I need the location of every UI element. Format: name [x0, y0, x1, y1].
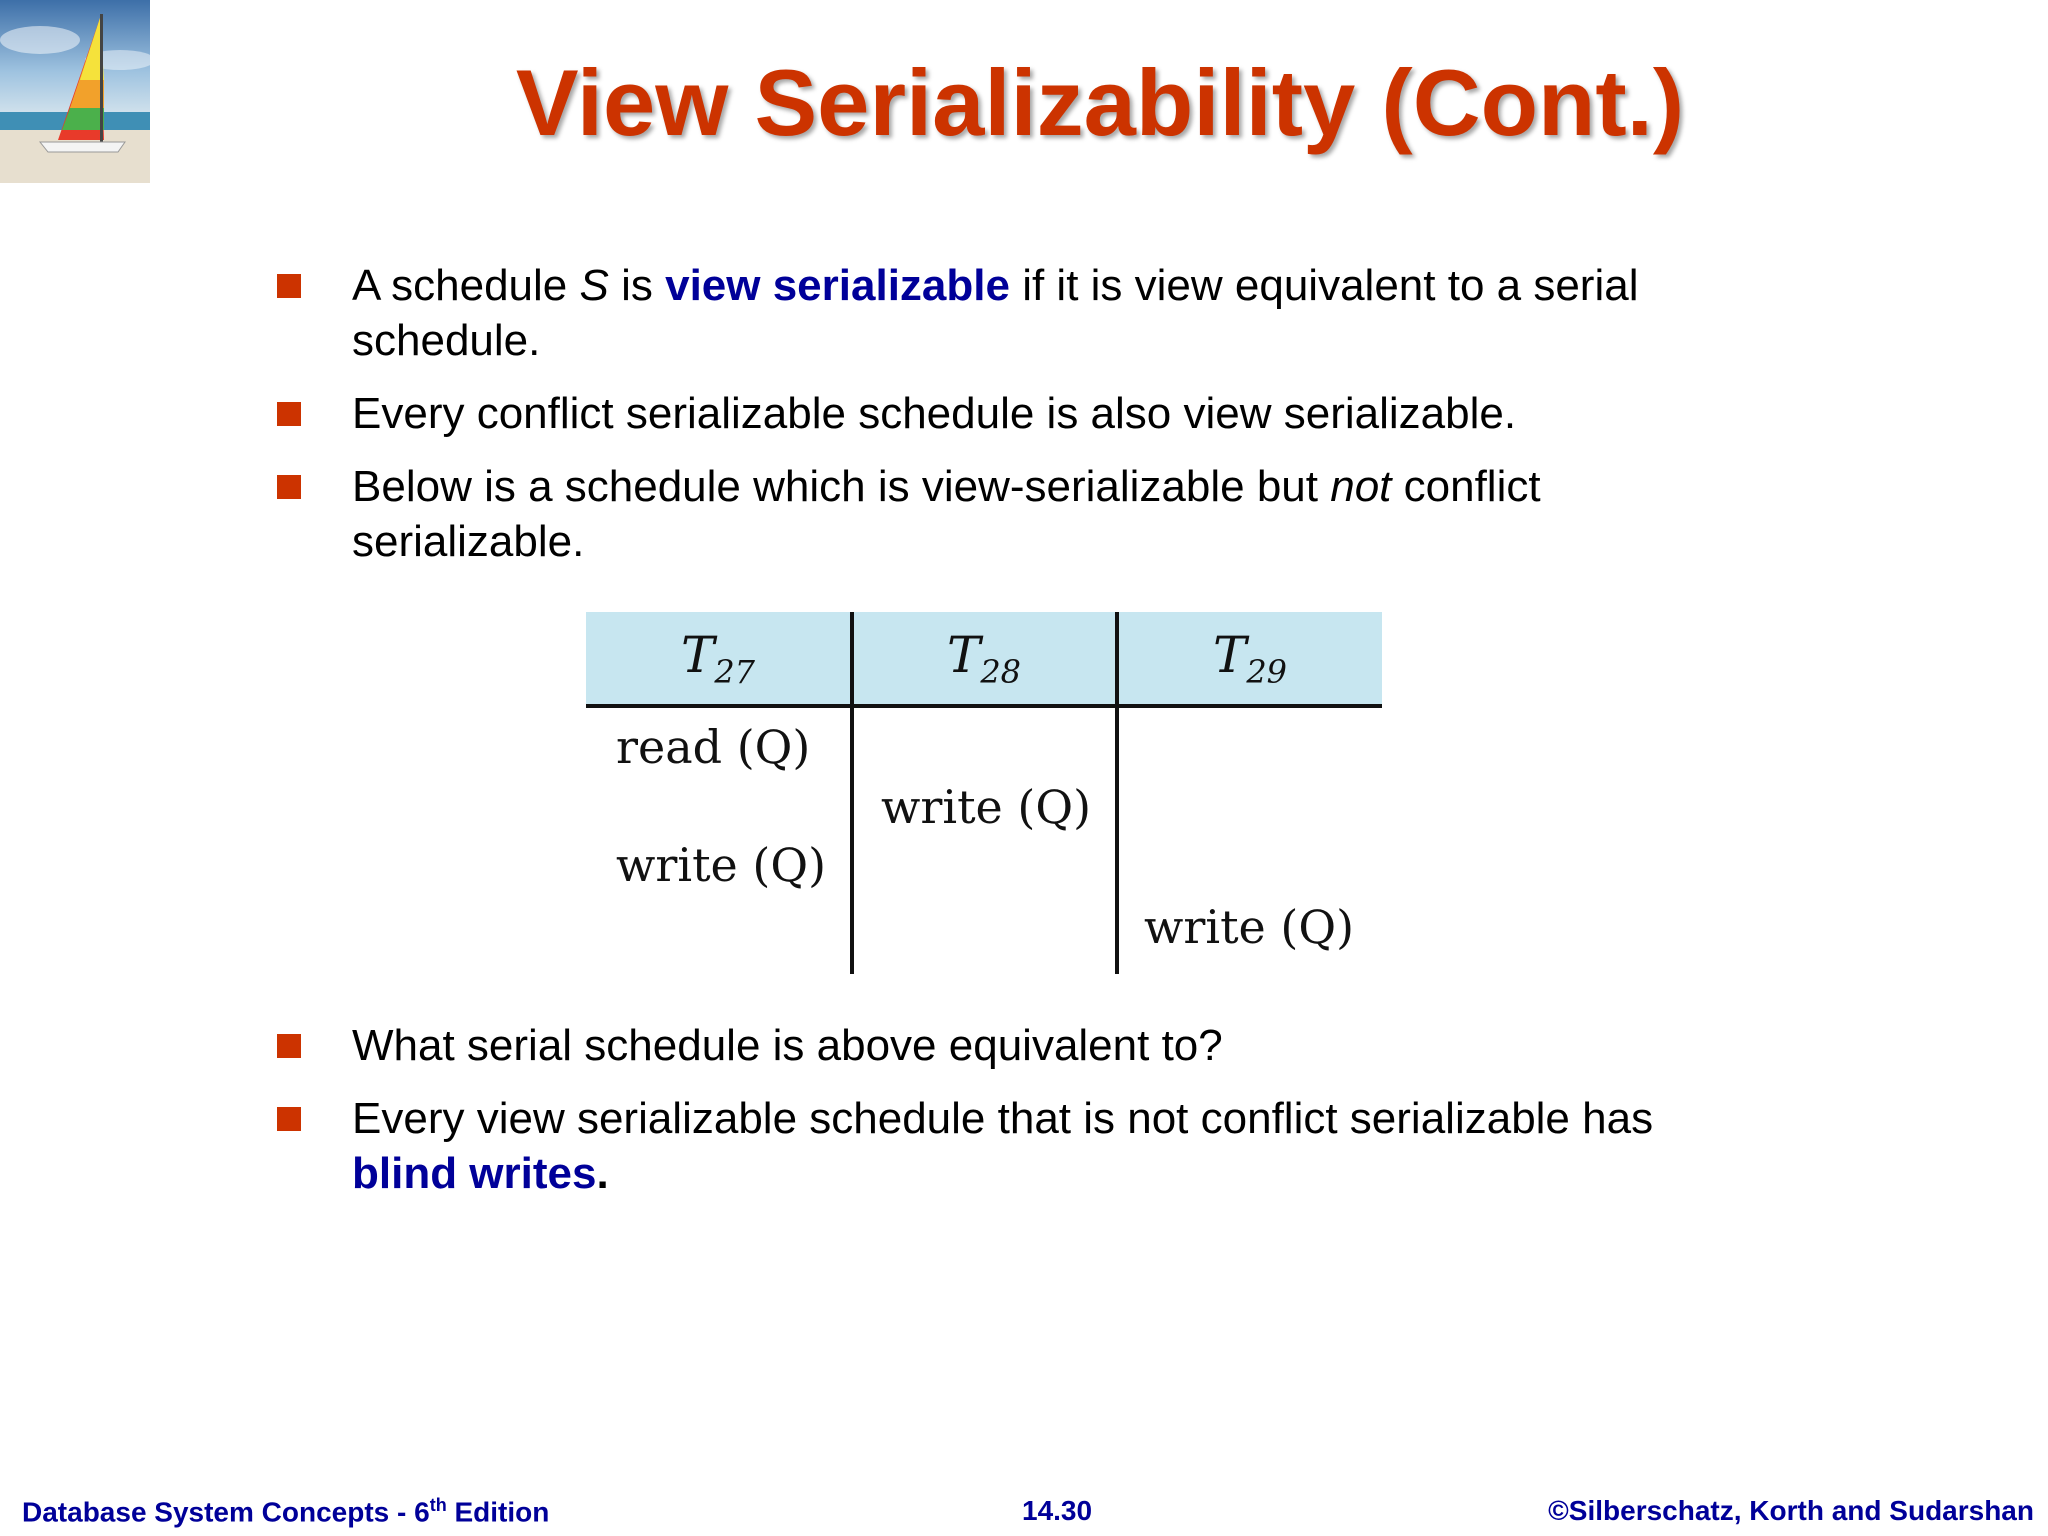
bullet-square-icon	[277, 1034, 301, 1058]
column-header-t28: $T_{28}$	[946, 626, 1022, 691]
slide-title: View Serializability (Cont.)	[515, 50, 1685, 155]
footer-book-title: Database System Concepts - 6th Edition	[22, 1495, 550, 1528]
footer-copyright: ©Silberschatz, Korth and Sudarshan	[1548, 1495, 2034, 1526]
column-header-t29: $T_{29}$	[1212, 626, 1288, 691]
bullet-square-icon	[277, 274, 301, 298]
bullet-text: A schedule S is view serializable if it is view equivalent to a serial schedule.	[352, 261, 1639, 365]
bullet-item	[274, 459, 1754, 569]
bullet-square-icon	[277, 1107, 301, 1131]
bullet-list-top	[274, 258, 1754, 569]
bullet-item	[274, 386, 1754, 441]
bullet-text: Below is a schedule which is view-serializable but not conflict serializable.	[352, 462, 1541, 566]
footer-slide-number: 14.30	[1022, 1495, 1093, 1526]
operation-write-q-t28: write (Q)	[881, 780, 1092, 834]
bullet-square-icon	[277, 475, 301, 499]
bullet-text: Every view serializable schedule that is not conflict serializable has blind writes.	[352, 1094, 1654, 1198]
bullet-text: Every conflict serializable schedule is also view serializable.	[352, 389, 1517, 438]
sailboat-logo	[0, 0, 150, 183]
column-header-t27: $T_{27}$	[680, 626, 756, 691]
header-divider	[586, 704, 1382, 708]
operation-read-q-t27: read (Q)	[616, 720, 811, 774]
schedule-table	[586, 612, 1382, 974]
bullet-square-icon	[277, 402, 301, 426]
bullet-item	[274, 258, 1754, 368]
bullet-item	[274, 1091, 1754, 1201]
bullet-text: What serial schedule is above equivalent to?	[352, 1021, 1223, 1070]
operation-write-q-t27: write (Q)	[616, 838, 827, 892]
operation-write-q-t29: write (Q)	[1144, 900, 1355, 954]
bullet-item	[274, 1018, 1754, 1073]
bullet-list-bottom	[274, 1018, 1754, 1201]
